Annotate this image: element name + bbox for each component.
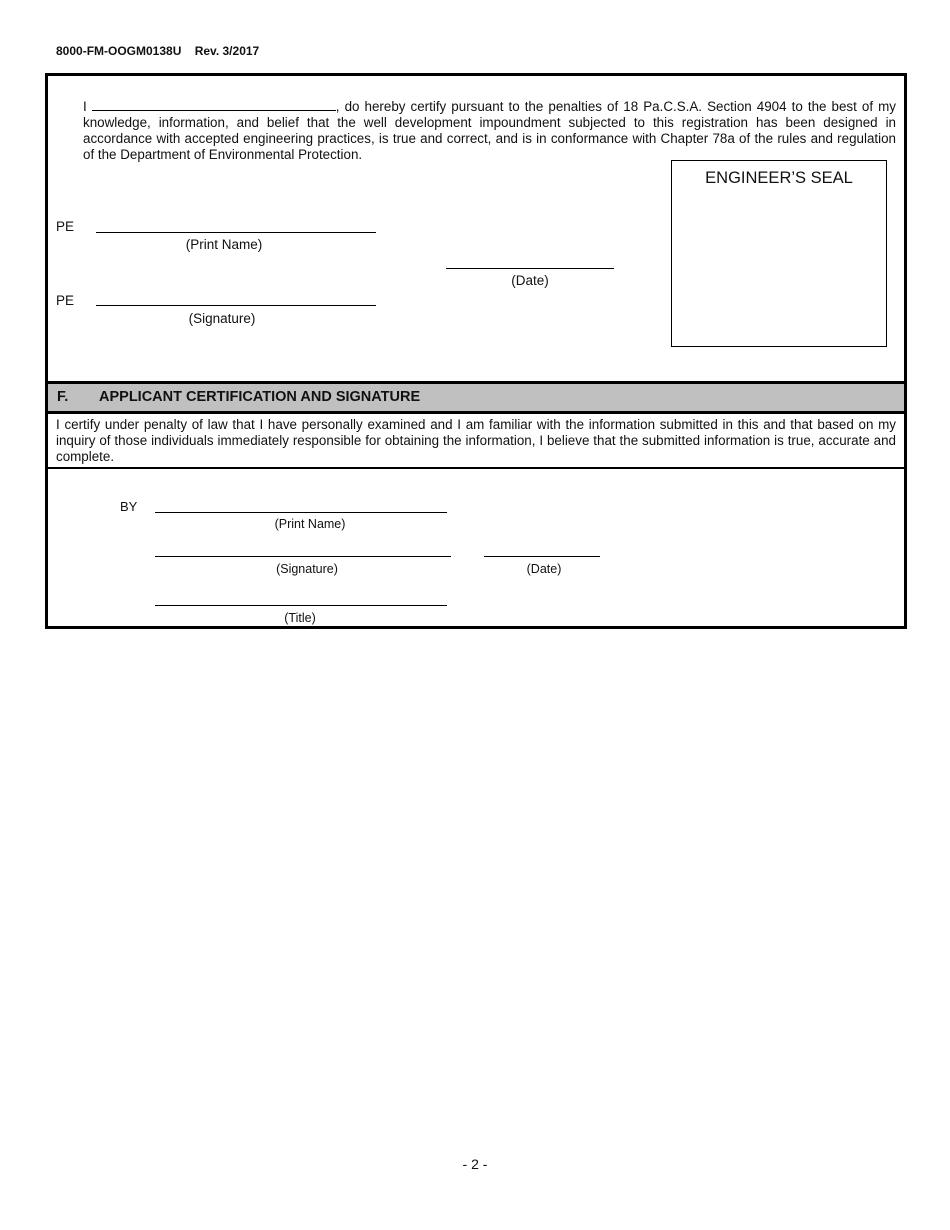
applicant-signature-line[interactable] <box>155 556 451 557</box>
engineer-name-blank[interactable] <box>92 98 336 111</box>
section-f-title: APPLICANT CERTIFICATION AND SIGNATURE <box>99 389 421 405</box>
section-f-header <box>48 381 904 414</box>
applicant-date-caption: (Date) <box>526 562 562 576</box>
applicant-certification-text: I certify under penalty of law that I have personally examined and I am familiar with the information submitted in this and that based on my inquiry of those individuals immediately responsible for obtaining the information, I believe that the submitted information is true, accurate and complete. <box>56 417 896 464</box>
engineers-seal-title: ENGINEER’S SEAL <box>705 169 853 187</box>
applicant-print-name-line[interactable] <box>155 512 447 513</box>
engineers-seal-box[interactable] <box>671 160 887 347</box>
pe-date-line[interactable] <box>446 268 614 269</box>
section-f-letter: F. <box>57 389 69 405</box>
page-number: - 2 - <box>462 1156 488 1172</box>
engineer-certification-text: I , do hereby certify pursuant to the penalties of 18 Pa.C.S.A. Section 4904 to the best of my knowledge, information, and belief that the well development impoundment subjected to this registration has been designed in accordance with accepted engineering practices, is true and correct, and is in conformance with Chapter 78a of the rules and regulation of the Department of Environmental Protection. <box>83 99 896 162</box>
pe-signature-caption: (Signature) <box>188 311 256 326</box>
pe-signature-line[interactable] <box>96 305 376 306</box>
form-frame <box>45 73 907 629</box>
pe-label-print: PE <box>56 219 75 234</box>
form-header <box>56 44 259 58</box>
applicant-print-name-caption: (Print Name) <box>274 517 346 531</box>
form-revision: Rev. 3/2017 <box>194 44 260 58</box>
applicant-title-line[interactable] <box>155 605 447 606</box>
pe-print-name-line[interactable] <box>96 232 376 233</box>
section-f-divider <box>48 467 904 469</box>
pe-label-signature: PE <box>56 293 75 308</box>
applicant-title-caption: (Title) <box>284 611 316 625</box>
pe-date-caption: (Date) <box>511 273 549 288</box>
pe-print-name-caption: (Print Name) <box>185 237 263 252</box>
form-id: 8000-FM-OOGM0138U <box>56 44 182 58</box>
applicant-date-line[interactable] <box>484 556 600 557</box>
by-label: BY <box>120 499 138 514</box>
applicant-signature-caption: (Signature) <box>276 562 338 576</box>
